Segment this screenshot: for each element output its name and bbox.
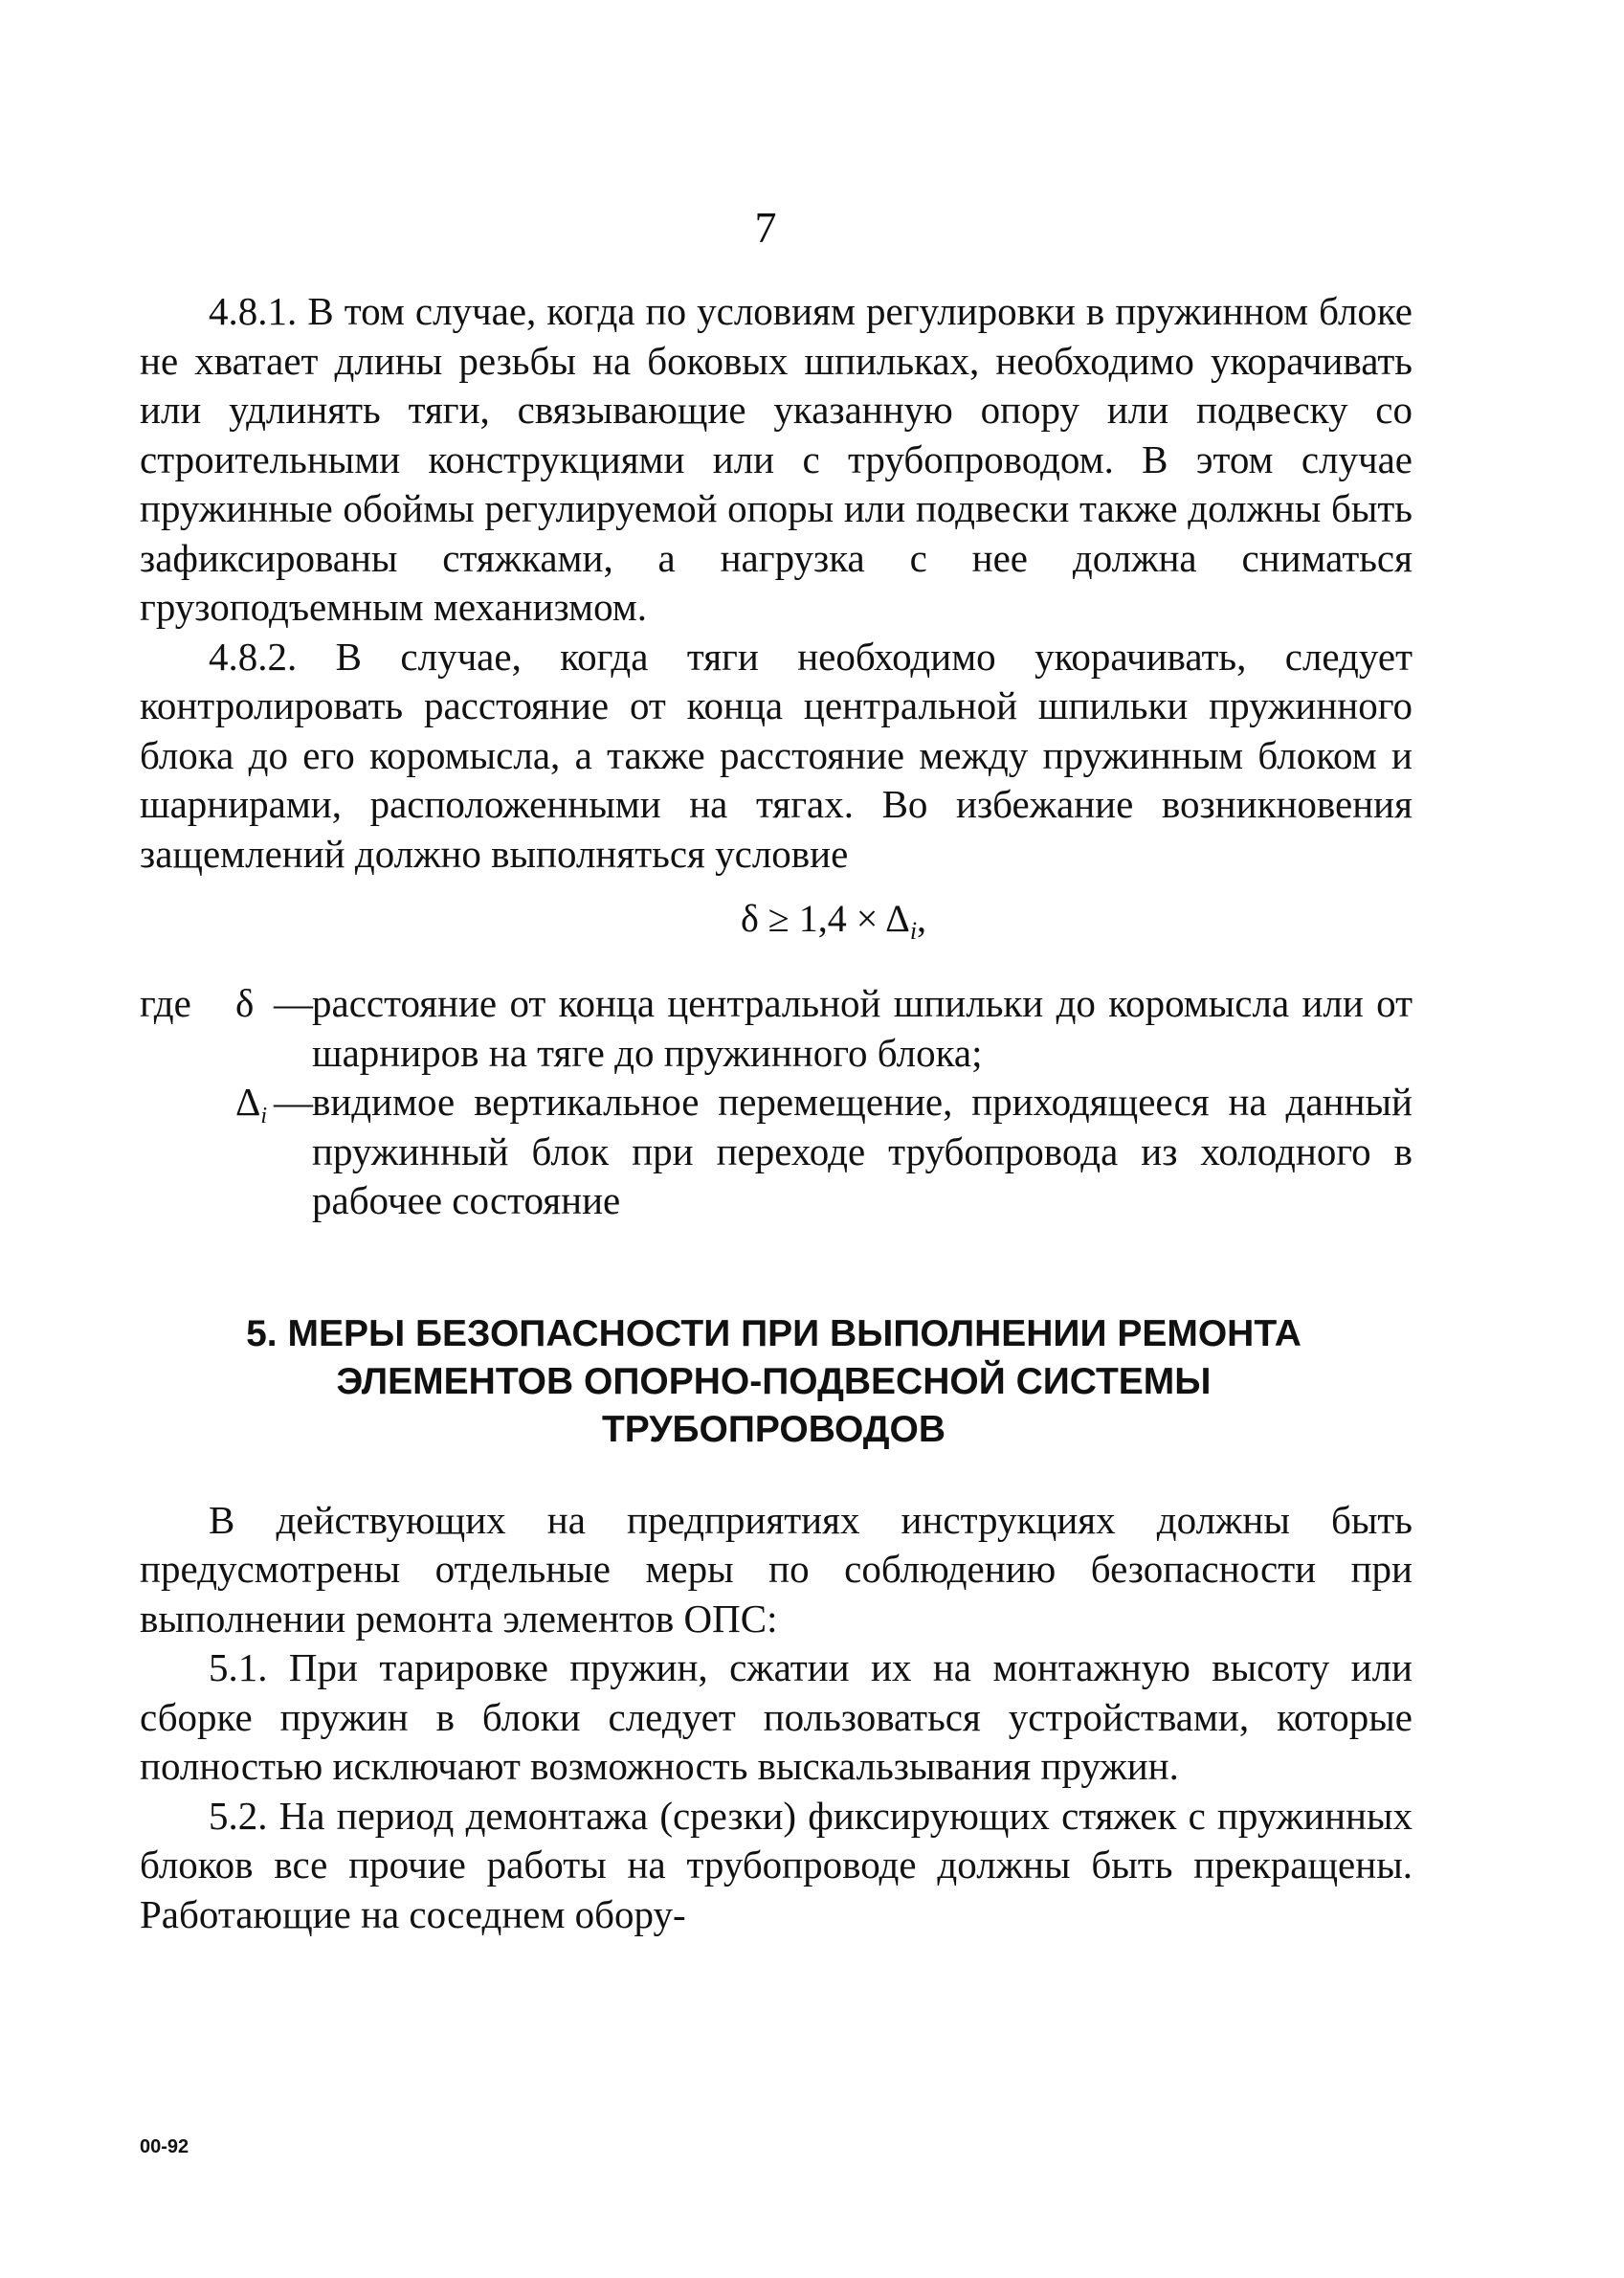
definition-displacement [140, 1078, 1413, 1226]
definition-text: расстояние от конца центральной шпильки до коромысла или от шарниров на тяге до пружинного блока; [312, 981, 1413, 1075]
definition-lead: где [140, 981, 191, 1025]
definition-dash: — [274, 981, 313, 1025]
definition-symbol: δ [235, 981, 255, 1025]
definition-delta [140, 979, 1413, 1078]
paragraph-5-2: 5.2. На период демонтажа (срезки) фиксирующих стяжек с пружинных блоков все прочие работы на трубопроводе должны быть прекращены. Работающие на соседнем обору- [140, 1793, 1413, 1936]
paragraph-4-8-1: 4.8.1. В том случае, когда по условиям регулировки в пружинном блоке не хватает длины резьбы на боковых шпильках, необходимо укорачивать или удлинять тяги, связывающие указанную опору или подвеску со строительными конструкциями или с трубопроводом. В этом случае пружинные обоймы регулируемой опоры или подвески также должны быть зафиксированы стяжками, а нагрузка с нее должна сниматься грузоподъемным механизмом. [140, 289, 1413, 629]
section-5-intro: В действующих на предприятиях инструкциях должны быть предусмотрены отдельные меры по соблюдению безопасности при выполнении ремонта элементов ОПС: [140, 1497, 1413, 1641]
heading-line: 5. МЕРЫ БЕЗОПАСНОСТИ ПРИ ВЫПОЛНЕНИИ РЕМОНТА [246, 1312, 1301, 1354]
heading-line: ЭЛЕМЕНТОВ ОПОРНО-ПОДВЕСНОЙ СИСТЕМЫ [336, 1360, 1212, 1402]
paragraph-4-8-2: 4.8.2. В случае, когда тяги необходимо укорачивать, следует контролировать расстояние от конца центральной шпильки пружинного блока до его коромысла, а также расстояние между пружинным блоком и шарнирами, расположенными на тягах. Во избежание возникновения защемлений должно выполняться условие [140, 634, 1413, 876]
definition-text: видимое вертикальное перемещение, приходящееся на данный пружинный блок при переходе трубопровода из холодного в рабочее состояние [312, 1080, 1413, 1222]
formula-main: δ ≥ 1,4 × Δ [740, 897, 910, 940]
definition-lead [140, 1078, 235, 1226]
formula-subscript: i [909, 917, 918, 945]
formula-tail: , [917, 897, 927, 940]
definition-dash: — [274, 1080, 313, 1124]
page-number: 7 [754, 203, 777, 252]
definition-symbol: $\Delta_i$ [235, 1080, 268, 1128]
heading-line: ТРУБОПРОВОДОВ [601, 1408, 946, 1450]
footer-code: 00-92 [140, 2136, 189, 2157]
section-5-heading [135, 1310, 1413, 1454]
document-body [140, 287, 1413, 1939]
formula [140, 892, 1413, 958]
paragraph-5-1: 5.1. При тарировке пружин, сжатии их на монтажную высоту или сборке пружин в блоки следует пользоваться устройствами, которые полностью исключают возможность выскальзывания пружин. [140, 1645, 1413, 1788]
